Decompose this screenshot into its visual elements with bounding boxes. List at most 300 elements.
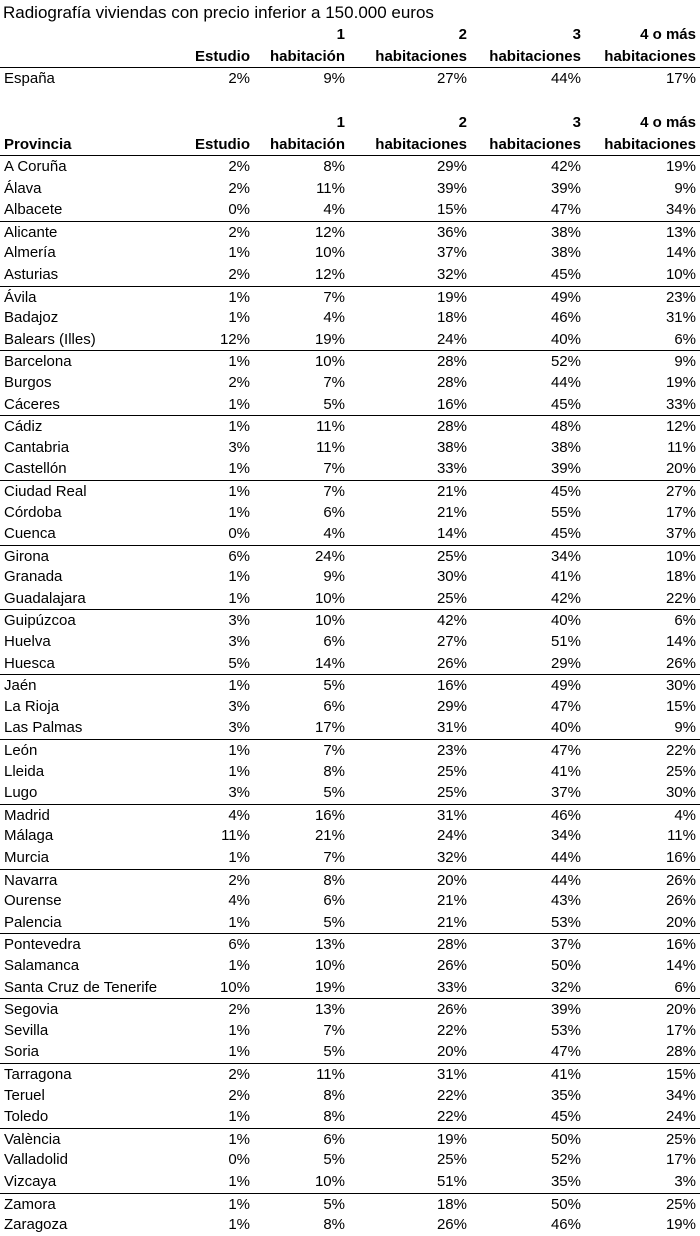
estudio-value: 1%: [228, 1021, 250, 1039]
table-row: [0, 977, 700, 999]
table-row: [0, 480, 700, 502]
one-room-value: 8%: [323, 762, 345, 780]
province-name: Tarragona: [4, 1065, 72, 1083]
one-room-value: 5%: [323, 1195, 345, 1213]
estudio-value: 11%: [221, 827, 250, 845]
province-name: Guipúzcoa: [4, 612, 76, 630]
estudio-value: 1%: [228, 589, 250, 607]
three-rooms-value: 45%: [550, 1108, 581, 1126]
three-rooms-value: 38%: [550, 244, 581, 262]
four-plus-rooms-value: 20%: [665, 1001, 696, 1019]
three-rooms-value: 38%: [550, 438, 581, 456]
one-room-value: 11%: [316, 179, 345, 197]
four-plus-rooms-value: 23%: [665, 288, 696, 306]
estudio-value: 4%: [228, 892, 250, 910]
three-rooms-value: 52%: [550, 353, 581, 371]
col-header-2-bottom: habitaciones: [375, 47, 467, 65]
four-plus-rooms-value: 20%: [665, 460, 696, 478]
two-rooms-value: 32%: [436, 849, 467, 866]
spain-summary-table: [0, 24, 700, 90]
one-room-value: 11%: [316, 418, 345, 436]
three-rooms-value: 46%: [550, 806, 581, 824]
three-rooms-value: 46%: [550, 1216, 581, 1234]
four-plus-rooms-value: 14%: [665, 633, 696, 651]
table-row: [0, 394, 700, 416]
province-name: Navarra: [4, 871, 58, 889]
two-rooms-value: 23%: [436, 742, 467, 760]
three-rooms-value: 49%: [550, 288, 581, 306]
col-header-4-top: 4 o más: [640, 114, 696, 131]
province-name: Ávila: [4, 288, 37, 306]
four-plus-rooms-value: 18%: [665, 568, 696, 586]
two-rooms-value: 15%: [436, 201, 467, 219]
three-rooms-value: 51%: [550, 633, 581, 651]
estudio-value: 1%: [228, 762, 250, 780]
four-plus-rooms-value: 15%: [665, 697, 696, 715]
two-rooms-value: 25%: [436, 762, 467, 780]
four-plus-rooms-value: 6%: [674, 978, 696, 996]
four-plus-rooms-value: 14%: [665, 956, 696, 974]
one-room-value: 6%: [323, 697, 345, 715]
one-room-value: 6%: [323, 503, 345, 521]
estudio-value: 1%: [228, 460, 250, 478]
estudio-value: 1%: [228, 1108, 250, 1126]
table-row: [0, 242, 700, 264]
two-rooms-value: 18%: [436, 1195, 467, 1213]
table-row: [0, 609, 700, 631]
two-rooms-value: 26%: [436, 956, 467, 974]
three-rooms-value: 47%: [550, 742, 581, 760]
one-room-value: 5%: [323, 1043, 345, 1061]
province-name: Toledo: [4, 1108, 49, 1126]
table-row: [0, 437, 700, 459]
province-name: Salamanca: [4, 956, 80, 974]
estudio-value: 5%: [228, 654, 250, 672]
spain-4hab: 17%: [665, 70, 696, 87]
estudio-value: 1%: [228, 1195, 250, 1213]
col-header-2-bottom: habitaciones: [375, 135, 467, 153]
four-plus-rooms-value: 34%: [665, 201, 696, 219]
table-row: [0, 156, 700, 178]
three-rooms-value: 55%: [550, 503, 581, 521]
table-row: [0, 415, 700, 437]
province-name: Almería: [4, 244, 56, 262]
three-rooms-value: 45%: [550, 525, 581, 543]
table-row: [0, 1171, 700, 1193]
table-row: [0, 912, 700, 934]
estudio-value: 6%: [228, 936, 250, 954]
col-header-provincia: Provincia: [4, 135, 72, 153]
two-rooms-value: 19%: [436, 1130, 467, 1148]
table-row: [0, 566, 700, 588]
two-rooms-value: 51%: [436, 1172, 467, 1190]
two-rooms-value: 31%: [436, 806, 467, 824]
one-room-value: 7%: [323, 373, 345, 391]
table-row: [0, 264, 700, 286]
estudio-value: 1%: [228, 742, 250, 760]
estudio-value: 2%: [228, 223, 250, 241]
province-name: Murcia: [4, 849, 50, 866]
one-room-value: 7%: [323, 460, 345, 478]
one-room-value: 14%: [314, 654, 345, 672]
three-rooms-value: 42%: [550, 158, 581, 175]
table-row: [0, 825, 700, 847]
one-room-value: 16%: [314, 806, 345, 824]
four-plus-rooms-value: 11%: [667, 827, 696, 845]
two-rooms-value: 20%: [436, 1043, 467, 1061]
table-row: [0, 307, 700, 329]
province-name: València: [4, 1130, 61, 1148]
table-row: [0, 523, 700, 545]
two-rooms-value: 33%: [436, 978, 467, 996]
table-row: [0, 696, 700, 718]
col-header-3-top: 3: [572, 114, 581, 131]
col-header-estudio: Estudio: [195, 47, 250, 65]
one-room-value: 8%: [323, 158, 345, 175]
table-row: [0, 178, 700, 200]
one-room-value: 13%: [314, 936, 345, 954]
table-row: [0, 350, 700, 372]
four-plus-rooms-value: 30%: [665, 784, 696, 802]
three-rooms-value: 38%: [550, 223, 581, 241]
four-plus-rooms-value: 9%: [674, 353, 696, 371]
province-name: Santa Cruz de Tenerife: [4, 978, 158, 996]
estudio-value: 1%: [228, 309, 250, 327]
estudio-value: 1%: [228, 1043, 250, 1061]
one-room-value: 8%: [323, 1216, 345, 1234]
two-rooms-value: 27%: [436, 633, 467, 651]
table-row: [0, 998, 700, 1020]
table-row: [0, 631, 700, 653]
province-name: Lugo: [4, 784, 38, 802]
four-plus-rooms-value: 16%: [665, 936, 696, 954]
table-row: [0, 653, 700, 675]
col-header-3-bottom: habitaciones: [489, 135, 581, 153]
province-name: Palencia: [4, 913, 62, 931]
province-name: Soria: [4, 1043, 40, 1061]
three-rooms-value: 40%: [550, 719, 581, 737]
one-room-value: 4%: [323, 525, 345, 543]
table-row: [0, 545, 700, 567]
three-rooms-value: 37%: [550, 936, 581, 954]
estudio-value: 2%: [228, 179, 250, 197]
one-room-value: 8%: [323, 871, 345, 889]
table-row: [0, 1149, 700, 1171]
estudio-value: 1%: [228, 956, 250, 974]
province-name: Lleida: [4, 762, 45, 780]
one-room-value: 11%: [316, 438, 345, 456]
two-rooms-value: 24%: [436, 827, 467, 845]
three-rooms-value: 41%: [550, 568, 581, 586]
province-name: Balears (Illes): [4, 330, 96, 348]
estudio-value: 1%: [228, 353, 250, 371]
four-plus-rooms-value: 22%: [665, 589, 696, 607]
one-room-value: 5%: [323, 784, 345, 802]
table-row: [0, 739, 700, 761]
three-rooms-value: 37%: [550, 784, 581, 802]
province-name: Ciudad Real: [4, 482, 87, 500]
col-header-1-top: 1: [336, 26, 345, 43]
spain-name: España: [4, 70, 55, 87]
spain-1hab: 9%: [323, 70, 345, 87]
four-plus-rooms-value: 17%: [665, 1151, 696, 1169]
province-name: Huelva: [4, 633, 51, 651]
estudio-value: 10%: [219, 978, 250, 996]
estudio-value: 1%: [228, 1216, 250, 1234]
col-header-1-bottom: habitación: [269, 47, 345, 65]
four-plus-rooms-value: 33%: [665, 395, 696, 413]
table-row: [0, 1041, 700, 1063]
estudio-value: 0%: [228, 201, 250, 219]
three-rooms-value: 41%: [550, 762, 581, 780]
estudio-value: 2%: [228, 1001, 250, 1019]
estudio-value: 0%: [228, 1151, 250, 1169]
two-rooms-value: 25%: [436, 784, 467, 802]
col-header-4-bottom: habitaciones: [604, 135, 696, 153]
estudio-value: 1%: [228, 677, 250, 695]
estudio-value: 1%: [228, 244, 250, 262]
four-plus-rooms-value: 13%: [665, 223, 696, 241]
province-name: Zamora: [4, 1195, 56, 1213]
one-room-value: 19%: [314, 330, 345, 348]
table-row: [0, 199, 700, 221]
four-plus-rooms-value: 30%: [665, 677, 696, 695]
estudio-value: 2%: [228, 871, 250, 889]
province-name: Valladolid: [4, 1151, 68, 1169]
province-name: Alicante: [4, 223, 58, 241]
one-room-value: 6%: [323, 633, 345, 651]
four-plus-rooms-value: 31%: [665, 309, 696, 327]
two-rooms-value: 30%: [436, 568, 467, 586]
one-room-value: 10%: [314, 244, 345, 262]
province-name: Guadalajara: [4, 589, 86, 607]
four-plus-rooms-value: 25%: [665, 1130, 696, 1148]
province-name: Burgos: [4, 373, 52, 391]
province-name: Ourense: [4, 892, 62, 910]
estudio-value: 3%: [228, 438, 250, 456]
one-room-value: 6%: [323, 1130, 345, 1148]
four-plus-rooms-value: 34%: [665, 1086, 696, 1104]
estudio-value: 1%: [228, 482, 250, 500]
province-header-row: [0, 112, 700, 156]
four-plus-rooms-value: 22%: [665, 742, 696, 760]
province-name: Granada: [4, 568, 63, 586]
province-table: [0, 112, 700, 1236]
two-rooms-value: 29%: [436, 158, 467, 175]
table-row: [0, 502, 700, 524]
table-row: [0, 221, 700, 243]
table-row: [0, 1085, 700, 1107]
four-plus-rooms-value: 27%: [665, 482, 696, 500]
province-name: Madrid: [4, 806, 50, 824]
three-rooms-value: 44%: [550, 871, 581, 889]
three-rooms-value: 43%: [550, 892, 581, 910]
two-rooms-value: 22%: [436, 1021, 467, 1039]
province-name: Cantabria: [4, 438, 70, 456]
three-rooms-value: 32%: [550, 978, 581, 996]
one-room-value: 6%: [323, 892, 345, 910]
estudio-value: 2%: [228, 1065, 250, 1083]
table-row: [0, 761, 700, 783]
province-name: Castellón: [4, 460, 67, 478]
table-row: [0, 458, 700, 480]
two-rooms-value: 38%: [436, 438, 467, 456]
four-plus-rooms-value: 19%: [665, 158, 696, 175]
estudio-value: 2%: [228, 158, 250, 175]
four-plus-rooms-value: 25%: [665, 1195, 696, 1213]
table-row: [0, 372, 700, 394]
one-room-value: 10%: [314, 589, 345, 607]
estudio-value: 3%: [228, 633, 250, 651]
two-rooms-value: 28%: [436, 936, 467, 954]
four-plus-rooms-value: 16%: [665, 849, 696, 866]
province-name: Zaragoza: [4, 1216, 68, 1234]
three-rooms-value: 42%: [550, 589, 581, 607]
one-room-value: 12%: [314, 223, 345, 241]
two-rooms-value: 26%: [436, 1001, 467, 1019]
province-name: Vizcaya: [4, 1172, 57, 1190]
province-name: A Coruña: [4, 158, 67, 175]
two-rooms-value: 21%: [436, 503, 467, 521]
table-row: [0, 804, 700, 826]
estudio-value: 1%: [228, 395, 250, 413]
three-rooms-value: 53%: [550, 913, 581, 931]
four-plus-rooms-value: 26%: [665, 892, 696, 910]
two-rooms-value: 22%: [436, 1108, 467, 1126]
table-row: [0, 933, 700, 955]
two-rooms-value: 25%: [436, 1151, 467, 1169]
estudio-value: 1%: [228, 913, 250, 931]
three-rooms-value: 47%: [550, 697, 581, 715]
three-rooms-value: 44%: [550, 373, 581, 391]
one-room-value: 4%: [323, 309, 345, 327]
two-rooms-value: 22%: [436, 1086, 467, 1104]
four-plus-rooms-value: 19%: [665, 1216, 696, 1234]
one-room-value: 17%: [314, 719, 345, 737]
two-rooms-value: 25%: [436, 547, 467, 565]
estudio-value: 2%: [228, 373, 250, 391]
two-rooms-value: 31%: [436, 719, 467, 737]
col-header-4-bottom: habitaciones: [604, 47, 696, 65]
table-row: [0, 782, 700, 804]
one-room-value: 5%: [323, 395, 345, 413]
province-name: Barcelona: [4, 353, 72, 371]
province-name: Segovia: [4, 1001, 59, 1019]
spain-2hab: 27%: [436, 70, 467, 87]
one-room-value: 7%: [323, 1021, 345, 1039]
one-room-value: 10%: [314, 956, 345, 974]
spain-3hab: 44%: [550, 70, 581, 87]
three-rooms-value: 50%: [550, 1195, 581, 1213]
one-room-value: 10%: [314, 612, 345, 630]
estudio-value: 1%: [228, 849, 250, 866]
three-rooms-value: 34%: [550, 827, 581, 845]
three-rooms-value: 52%: [550, 1151, 581, 1169]
province-name: Córdoba: [4, 503, 62, 521]
three-rooms-value: 34%: [550, 547, 581, 565]
three-rooms-value: 45%: [550, 482, 581, 500]
two-rooms-value: 18%: [436, 309, 467, 327]
one-room-value: 5%: [323, 913, 345, 931]
two-rooms-value: 16%: [436, 395, 467, 413]
two-rooms-value: 33%: [436, 460, 467, 478]
estudio-value: 1%: [228, 1172, 250, 1190]
province-name: Badajoz: [4, 309, 59, 327]
one-room-value: 13%: [314, 1001, 345, 1019]
four-plus-rooms-value: 24%: [665, 1108, 696, 1126]
four-plus-rooms-value: 10%: [665, 547, 696, 565]
one-room-value: 12%: [314, 265, 345, 283]
table-row: [0, 1020, 700, 1042]
three-rooms-value: 35%: [550, 1086, 581, 1104]
province-name: La Rioja: [4, 697, 60, 715]
one-room-value: 9%: [323, 568, 345, 586]
three-rooms-value: 39%: [550, 460, 581, 478]
four-plus-rooms-value: 11%: [667, 438, 696, 456]
one-room-value: 8%: [323, 1108, 345, 1126]
two-rooms-value: 24%: [436, 330, 467, 348]
col-header-2-top: 2: [458, 26, 467, 43]
province-name: Málaga: [4, 827, 54, 845]
estudio-value: 6%: [228, 547, 250, 565]
two-rooms-value: 42%: [436, 612, 467, 630]
three-rooms-value: 49%: [550, 677, 581, 695]
estudio-value: 2%: [228, 1086, 250, 1104]
three-rooms-value: 40%: [550, 612, 581, 630]
province-name: León: [4, 742, 38, 760]
four-plus-rooms-value: 28%: [665, 1043, 696, 1061]
four-plus-rooms-value: 4%: [674, 806, 696, 824]
one-room-value: 24%: [314, 547, 345, 565]
estudio-value: 3%: [228, 697, 250, 715]
col-header-estudio: Estudio: [195, 135, 250, 153]
two-rooms-value: 19%: [436, 288, 467, 306]
two-rooms-value: 25%: [436, 589, 467, 607]
one-room-value: 5%: [323, 1151, 345, 1169]
col-header-2-top: 2: [458, 114, 467, 131]
table-row: [0, 869, 700, 891]
table-row: [0, 717, 700, 739]
three-rooms-value: 47%: [550, 1043, 581, 1061]
two-rooms-value: 28%: [436, 373, 467, 391]
table-row: [0, 674, 700, 696]
four-plus-rooms-value: 17%: [665, 1021, 696, 1039]
table-row: [0, 955, 700, 977]
three-rooms-value: 29%: [550, 654, 581, 672]
table-row: [0, 329, 700, 351]
table-row: [0, 286, 700, 308]
four-plus-rooms-value: 26%: [665, 871, 696, 889]
col-header-1-bottom: habitación: [269, 135, 345, 153]
province-name: Cuenca: [4, 525, 56, 543]
one-room-value: 7%: [323, 482, 345, 500]
three-rooms-value: 45%: [550, 265, 581, 283]
four-plus-rooms-value: 17%: [665, 503, 696, 521]
two-rooms-value: 16%: [436, 677, 467, 695]
one-room-value: 4%: [323, 201, 345, 219]
estudio-value: 1%: [228, 288, 250, 306]
three-rooms-value: 48%: [550, 418, 581, 436]
province-name: Álava: [4, 179, 42, 197]
four-plus-rooms-value: 6%: [674, 612, 696, 630]
three-rooms-value: 44%: [550, 849, 581, 866]
estudio-value: 0%: [228, 525, 250, 543]
one-room-value: 19%: [314, 978, 345, 996]
one-room-value: 10%: [314, 353, 345, 371]
spain-row: [0, 68, 700, 90]
two-rooms-value: 21%: [436, 913, 467, 931]
two-rooms-value: 39%: [436, 179, 467, 197]
